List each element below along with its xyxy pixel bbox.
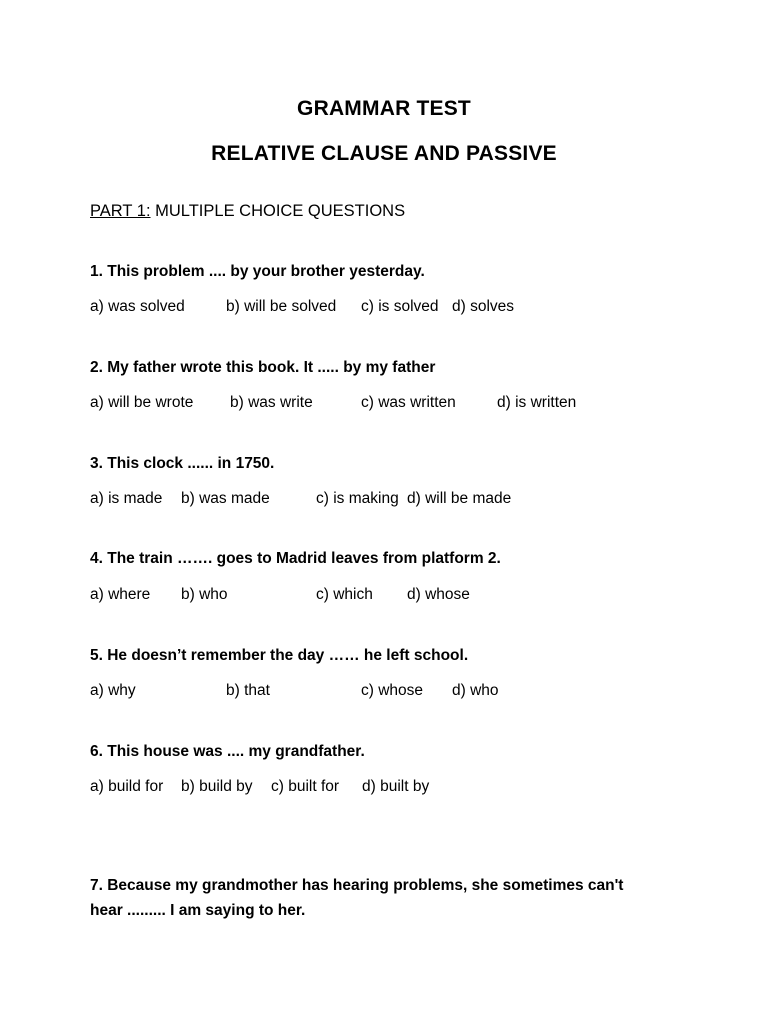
question-4-option-a: a) where	[90, 586, 151, 603]
question-5-option-a: a) why	[90, 682, 136, 699]
part-1-text: MULTIPLE CHOICE QUESTIONS	[150, 202, 406, 220]
question-3: 3. This clock ...... in 1750.	[90, 455, 275, 472]
question-1-option-a: a) was solved	[90, 298, 185, 315]
question-6-option-d: d) built by	[362, 778, 430, 795]
question-5: 5. He doesn’t remember the day …… he left school.	[90, 647, 469, 664]
question-4: 4. The train ……. goes to Madrid leaves from platform 2.	[90, 550, 501, 567]
question-5-option-b: b) that	[226, 682, 270, 699]
question-5-option-d: d) who	[452, 682, 499, 699]
question-7-line-2: hear ......... I am saying to her.	[90, 902, 306, 919]
question-1-option-b: b) will be solved	[226, 298, 337, 315]
question-7-line-1: 7. Because my grandmother has hearing problems, she sometimes can't	[90, 877, 624, 894]
question-2-option-a: a) will be wrote	[90, 394, 194, 411]
question-2-option-c: c) was written	[361, 394, 456, 411]
question-3-option-b: b) was made	[181, 490, 270, 507]
part-1-label: PART 1:	[90, 202, 151, 220]
question-1-options	[90, 298, 690, 320]
question-6-option-c: c) built for	[271, 778, 340, 795]
question-2-options	[90, 394, 690, 416]
question-5-option-c: c) whose	[361, 682, 424, 699]
question-4-options	[90, 586, 690, 608]
question-6-option-a: a) build for	[90, 778, 164, 795]
question-3-option-a: a) is made	[90, 490, 163, 507]
question-6-option-b: b) build by	[181, 778, 253, 795]
question-3-option-d: d) will be made	[407, 490, 512, 507]
question-2: 2. My father wrote this book. It ..... by my father	[90, 359, 436, 376]
question-6-options	[90, 778, 690, 800]
question-6: 6. This house was .... my grandfather.	[90, 743, 365, 760]
question-4-option-c: c) which	[316, 586, 373, 603]
question-1-option-c: c) is solved	[361, 298, 439, 315]
question-1-option-d: d) solves	[452, 298, 515, 315]
test-title: GRAMMAR TEST	[297, 97, 471, 120]
question-4-option-d: d) whose	[407, 586, 470, 603]
question-1: 1. This problem .... by your brother yesterday.	[90, 263, 425, 280]
question-4-option-b: b) who	[181, 586, 228, 603]
question-2-option-d: d) is written	[497, 394, 577, 411]
question-2-option-b: b) was write	[230, 394, 313, 411]
test-subtitle: RELATIVE CLAUSE AND PASSIVE	[211, 142, 557, 165]
question-3-option-c: c) is making	[316, 490, 399, 507]
question-3-options	[90, 490, 690, 512]
question-5-options	[90, 682, 690, 704]
part-1-heading	[90, 202, 405, 221]
